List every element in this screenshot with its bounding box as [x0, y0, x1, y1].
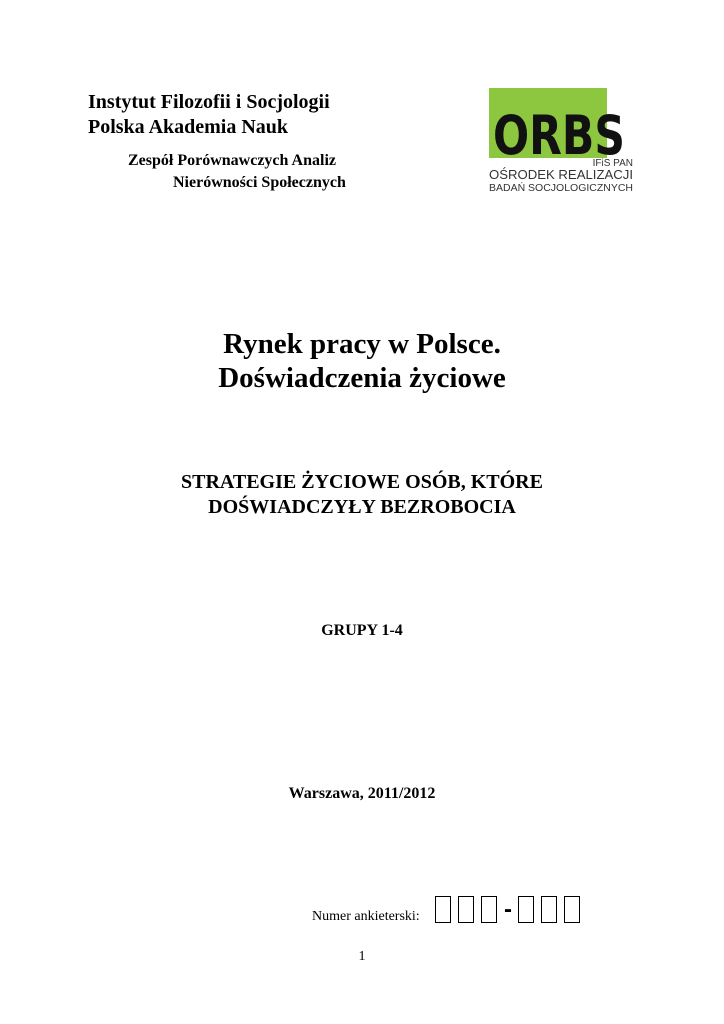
subtitle-line-2: DOŚWIADCZYŁY BEZROBOCIA — [208, 496, 516, 518]
logo-sub-1: IFiS PAN — [592, 158, 633, 169]
digit-box-1[interactable] — [435, 896, 451, 923]
interviewer-number-label: Numer ankieterski: — [312, 909, 420, 924]
logo-sub-2: OŚRODEK REALIZACJI — [489, 168, 626, 182]
document-subtitle — [0, 470, 724, 520]
institute-name — [88, 90, 330, 140]
team-line-2: Nierówności Społecznych — [173, 174, 346, 191]
page-number: 1 — [358, 949, 366, 964]
interviewer-number-fields — [435, 896, 587, 923]
digit-box-5[interactable] — [541, 896, 557, 923]
document-title — [0, 327, 724, 395]
groups-label: GRUPY 1-4 — [321, 622, 403, 639]
team-name — [128, 150, 346, 194]
logo-mark: ORBS — [493, 104, 625, 167]
logo-sub-3: BADAŃ SOCJOLOGICZNYCH — [489, 183, 627, 194]
digit-box-4[interactable] — [518, 896, 534, 923]
digit-box-2[interactable] — [458, 896, 474, 923]
subtitle-line-1: STRATEGIE ŻYCIOWE OSÓB, KTÓRE — [181, 471, 543, 493]
digit-box-6[interactable] — [564, 896, 580, 923]
title-line-1: Rynek pracy w Polsce. — [223, 328, 501, 360]
team-line-1: Zespół Porównawczych Analiz — [128, 152, 336, 169]
title-line-2: Doświadczenia życiowe — [218, 362, 506, 394]
city-year: Warszawa, 2011/2012 — [288, 785, 436, 802]
orbs-logo — [487, 86, 637, 196]
institute-line-1: Instytut Filozofii i Socjologii — [88, 91, 330, 113]
number-separator: - — [504, 896, 512, 923]
digit-box-3[interactable] — [481, 896, 497, 923]
institute-line-2: Polska Akademia Nauk — [88, 116, 289, 138]
